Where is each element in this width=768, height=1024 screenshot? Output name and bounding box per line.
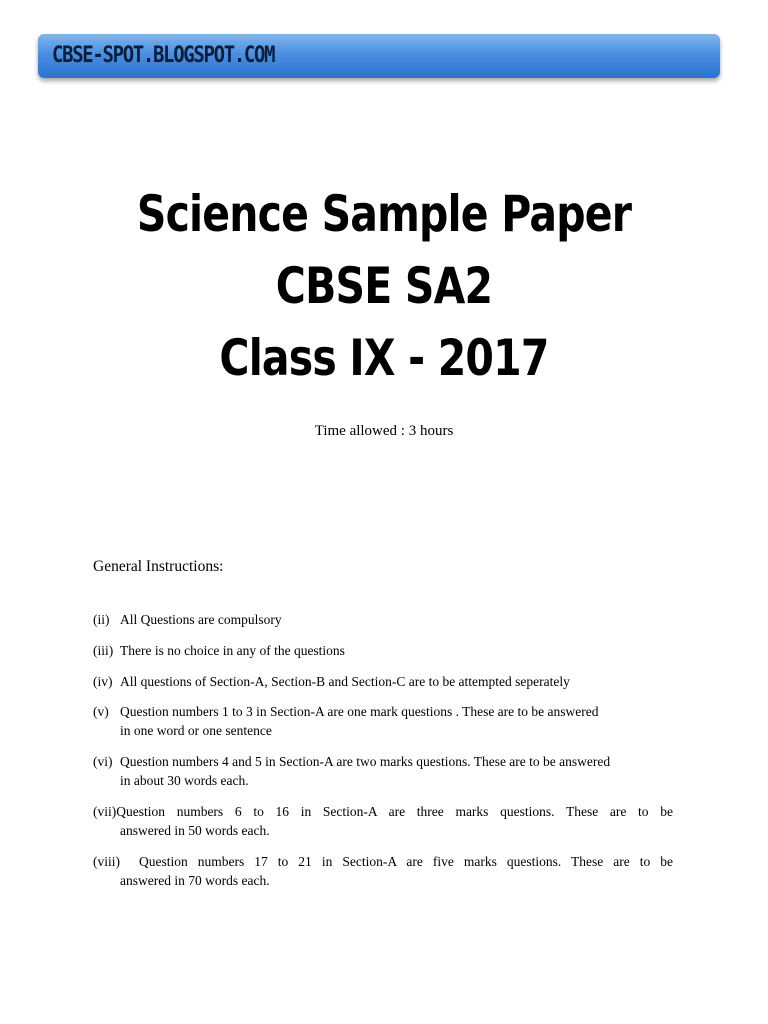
title-line-1: Science Sample Paper xyxy=(136,185,632,243)
title-line-2: CBSE SA2 xyxy=(275,257,493,315)
instruction-number: (vi) xyxy=(93,754,113,769)
instructions-heading: General Instructions: xyxy=(93,558,224,575)
site-banner xyxy=(38,34,720,78)
instruction-number: (v) xyxy=(93,704,109,719)
instruction-item xyxy=(93,641,673,660)
instruction-number: (vii) xyxy=(93,804,117,819)
instruction-text-continued: in one word or one sentence xyxy=(120,723,272,738)
instruction-item xyxy=(93,672,673,691)
instruction-number: (ii) xyxy=(93,612,110,627)
instruction-text: Question numbers 17 to 21 in Section-A are five marks questions. These are to be xyxy=(139,854,673,869)
instruction-item xyxy=(93,610,673,629)
instruction-number: (iv) xyxy=(93,674,113,689)
instruction-item xyxy=(93,802,673,840)
instruction-item xyxy=(93,702,673,740)
paper-title xyxy=(0,178,768,394)
instruction-text: All questions of Section-A, Section-B and Section-C are to be attempted seperately xyxy=(120,674,570,689)
instruction-item xyxy=(93,752,673,790)
instruction-text-continued: answered in 50 words each. xyxy=(120,823,270,838)
instruction-text: All Questions are compulsory xyxy=(120,612,282,627)
instruction-text: Question numbers 6 to 16 in Section-A are three marks questions. These are to be xyxy=(116,804,673,819)
instruction-number: (viii) xyxy=(93,854,120,869)
title-line-3: Class IX - 2017 xyxy=(219,329,549,387)
instruction-text: Question numbers 1 to 3 in Section-A are one mark questions . These are to be answered xyxy=(120,704,599,719)
instruction-text: Question numbers 4 and 5 in Section-A are two marks questions. These are to be answered xyxy=(120,754,611,769)
instruction-text-continued: in about 30 words each. xyxy=(120,773,249,788)
instruction-text-continued: answered in 70 words each. xyxy=(120,873,270,888)
instruction-text: There is no choice in any of the questions xyxy=(120,643,345,658)
time-allowed: Time allowed : 3 hours xyxy=(314,423,454,439)
instruction-item xyxy=(93,852,673,890)
instruction-number: (iii) xyxy=(93,643,114,658)
site-url-text: CBSE-SPOT.BLOGSPOT.COM xyxy=(52,43,275,68)
